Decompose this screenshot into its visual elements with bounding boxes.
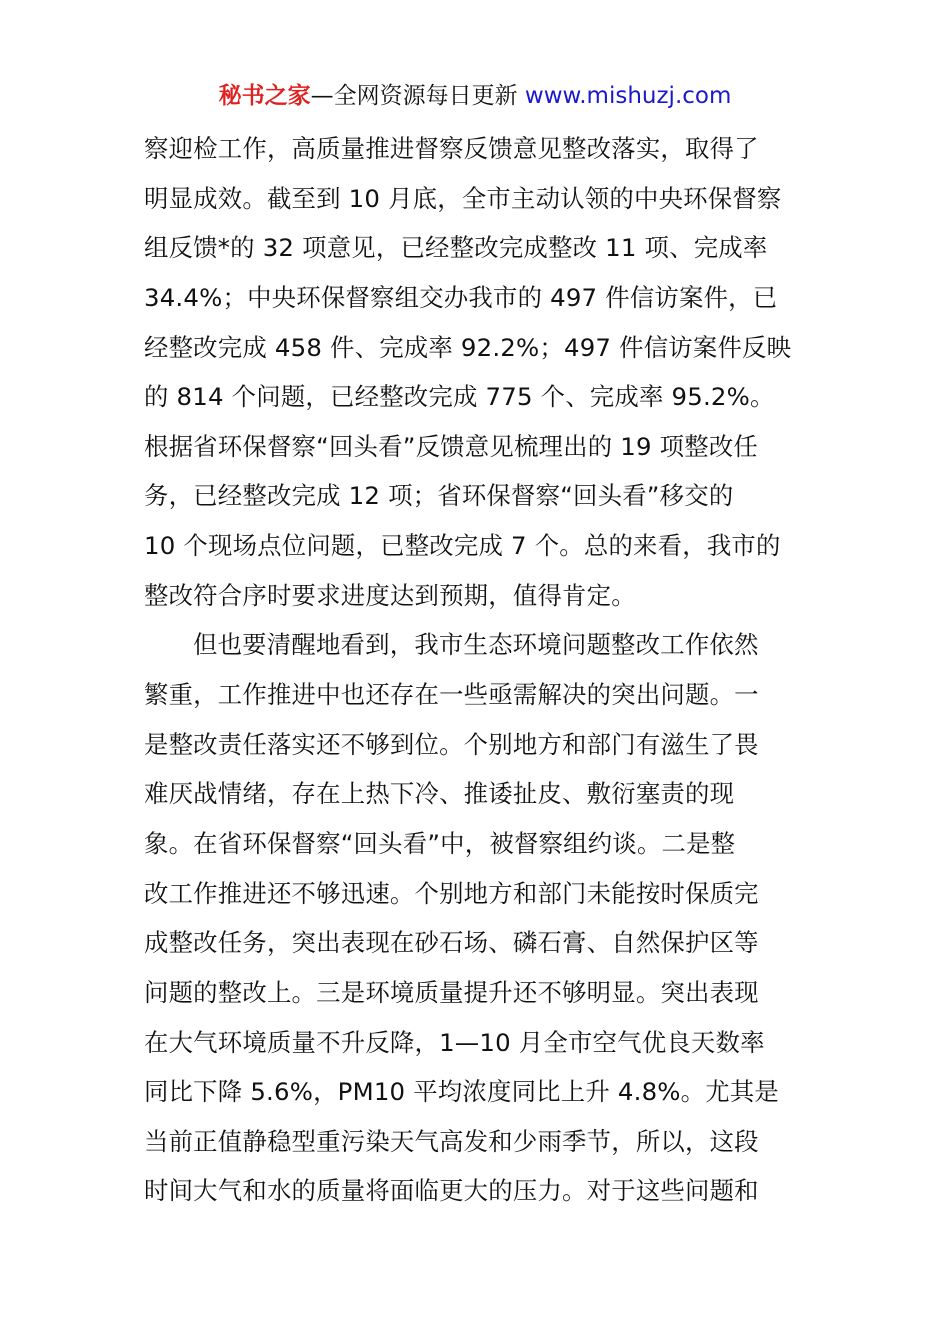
text-line: 同比下降 5.6%，PM10 平均浓度同比上升 4.8%。尤其是 bbox=[144, 1077, 780, 1107]
text-line: 组反馈*的 32 项意见，已经整改完成整改 11 项、完成率 bbox=[144, 233, 768, 263]
document-body bbox=[144, 124, 808, 1216]
text-line: 明显成效。截至到 10 月底，全市主动认领的中央环保督察 bbox=[144, 183, 782, 213]
text-line: 务，已经整改完成 12 项；省环保督察“回头看”移交的 bbox=[144, 481, 734, 511]
text-line: 在大气环境质量不升反降，1—10 月全市空气优良天数率 bbox=[144, 1027, 765, 1057]
text-line: 难厌战情绪，存在上热下冷、推诿扯皮、敷衍塞责的现 bbox=[144, 779, 735, 809]
text-line: 改工作推进还不够迅速。个别地方和部门未能按时保质完 bbox=[144, 878, 759, 908]
text-line: 的 814 个问题，已经整改完成 775 个、完成率 95.2%。 bbox=[144, 382, 775, 412]
text-line: 察迎检工作，高质量推进督察反馈意见整改落实，取得了 bbox=[144, 134, 759, 163]
text-line: 经整改完成 458 件、完成率 92.2%；497 件信访案件反映 bbox=[144, 332, 792, 362]
header-tagline: —全网资源每日更新 bbox=[310, 83, 525, 109]
text-line: 根据省环保督察“回头看”反馈意见梳理出的 19 项整改任 bbox=[144, 431, 759, 461]
text-line: 当前正值静稳型重污染天气高发和少雨季节，所以，这段 bbox=[144, 1126, 759, 1156]
text-line: 整改符合序时要求进度达到预期，值得肯定。 bbox=[144, 580, 636, 610]
text-line: 时间大气和水的质量将面临更大的压力。对于这些问题和 bbox=[144, 1176, 759, 1206]
text-line: 成整改任务，突出表现在砂石场、磷石膏、自然保护区等 bbox=[144, 928, 759, 958]
text-line: 34.4%；中央环保督察组交办我市的 497 件信访案件，已 bbox=[144, 282, 778, 312]
text-line: 10 个现场点位问题，已整改完成 7 个。总的来看，我市的 bbox=[144, 531, 781, 561]
site-header bbox=[0, 80, 950, 112]
text-line: 问题的整改上。三是环境质量提升还不够明显。突出表现 bbox=[144, 977, 759, 1007]
text-line-indented: 但也要清醒地看到，我市生态环境问题整改工作依然 bbox=[193, 630, 759, 660]
paragraph-2 bbox=[144, 620, 808, 1216]
brand-name: 秘书之家 bbox=[218, 83, 311, 109]
paragraph-1 bbox=[144, 124, 808, 620]
text-line: 繁重，工作推进中也还存在一些亟需解决的突出问题。一 bbox=[144, 680, 759, 710]
text-line: 象。在省环保督察“回头看”中，被督察组约谈。二是整 bbox=[144, 828, 736, 858]
text-line: 是整改责任落实还不够到位。个别地方和部门有滋生了畏 bbox=[144, 729, 759, 759]
site-url-link[interactable]: www.mishuzj.com bbox=[524, 83, 732, 109]
